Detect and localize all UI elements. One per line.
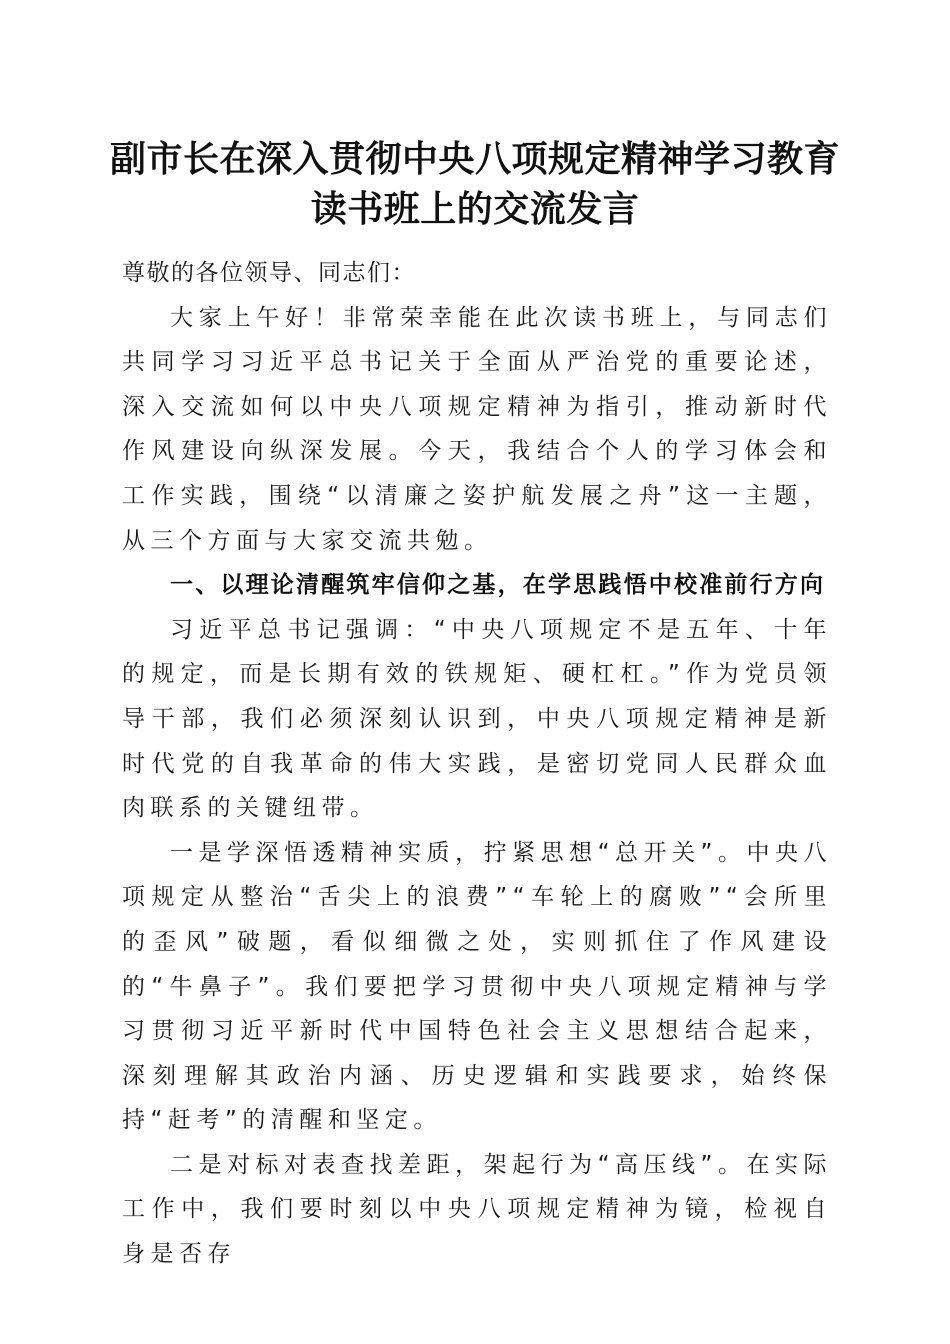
greeting: 尊敬的各位领导、同志们：	[122, 260, 416, 286]
document-title-line-2: 读书班上的交流发言	[310, 188, 640, 230]
paragraph-point-1: 一是学深悟透精神实质，拧紧思想“总开关”。中央八项规定从整治“舌尖上的浪费”“车轮上的腐败”“会所里的歪风”破题，看似细微之处，实则抓住了作风建设的“牛鼻子”。我们要把学习贯彻中央八项规定精神与学习贯彻习近平新时代中国特色社会主义思想结合起来，深刻理解其政治内涵、历史逻辑和实践要求，始终保持“赶考”的清醒和坚定。	[122, 839, 832, 1134]
paragraph-opening: 大家上午好！非常荣幸能在此次读书班上，与同志们共同学习习近平总书记关于全面从严治党的重要论述，深入交流如何以中央八项规定精神为指引，推动新时代作风建设向纵深发展。今天，我结合个人的学习体会和工作实践，围绕“以清廉之姿护航发展之舟”这一主题，从三个方面与大家交流共勉。	[122, 304, 832, 554]
document-body	[122, 251, 832, 1277]
section-heading-1: 一、以理论清醒筑牢信仰之基，在学思践悟中校准前行方向	[170, 572, 826, 599]
document-title-line-1: 副市长在深入贯彻中央八项规定精神学习教育	[109, 138, 840, 180]
paragraph-point-2: 二是对标对表查找差距，架起行为“高压线”。在实际工作中，我们要时刻以中央八项规定精神为镜，检视自身是否存	[122, 1151, 832, 1268]
paragraph-quote: 习近平总书记强调：“中央八项规定不是五年、十年的规定，而是长期有效的铁规矩、硬杠杠。”作为党员领导干部，我们必须深刻认识到，中央八项规定精神是新时代党的自我革命的伟大实践，是密切党同人民群众血肉联系的关键纽带。	[122, 616, 832, 822]
